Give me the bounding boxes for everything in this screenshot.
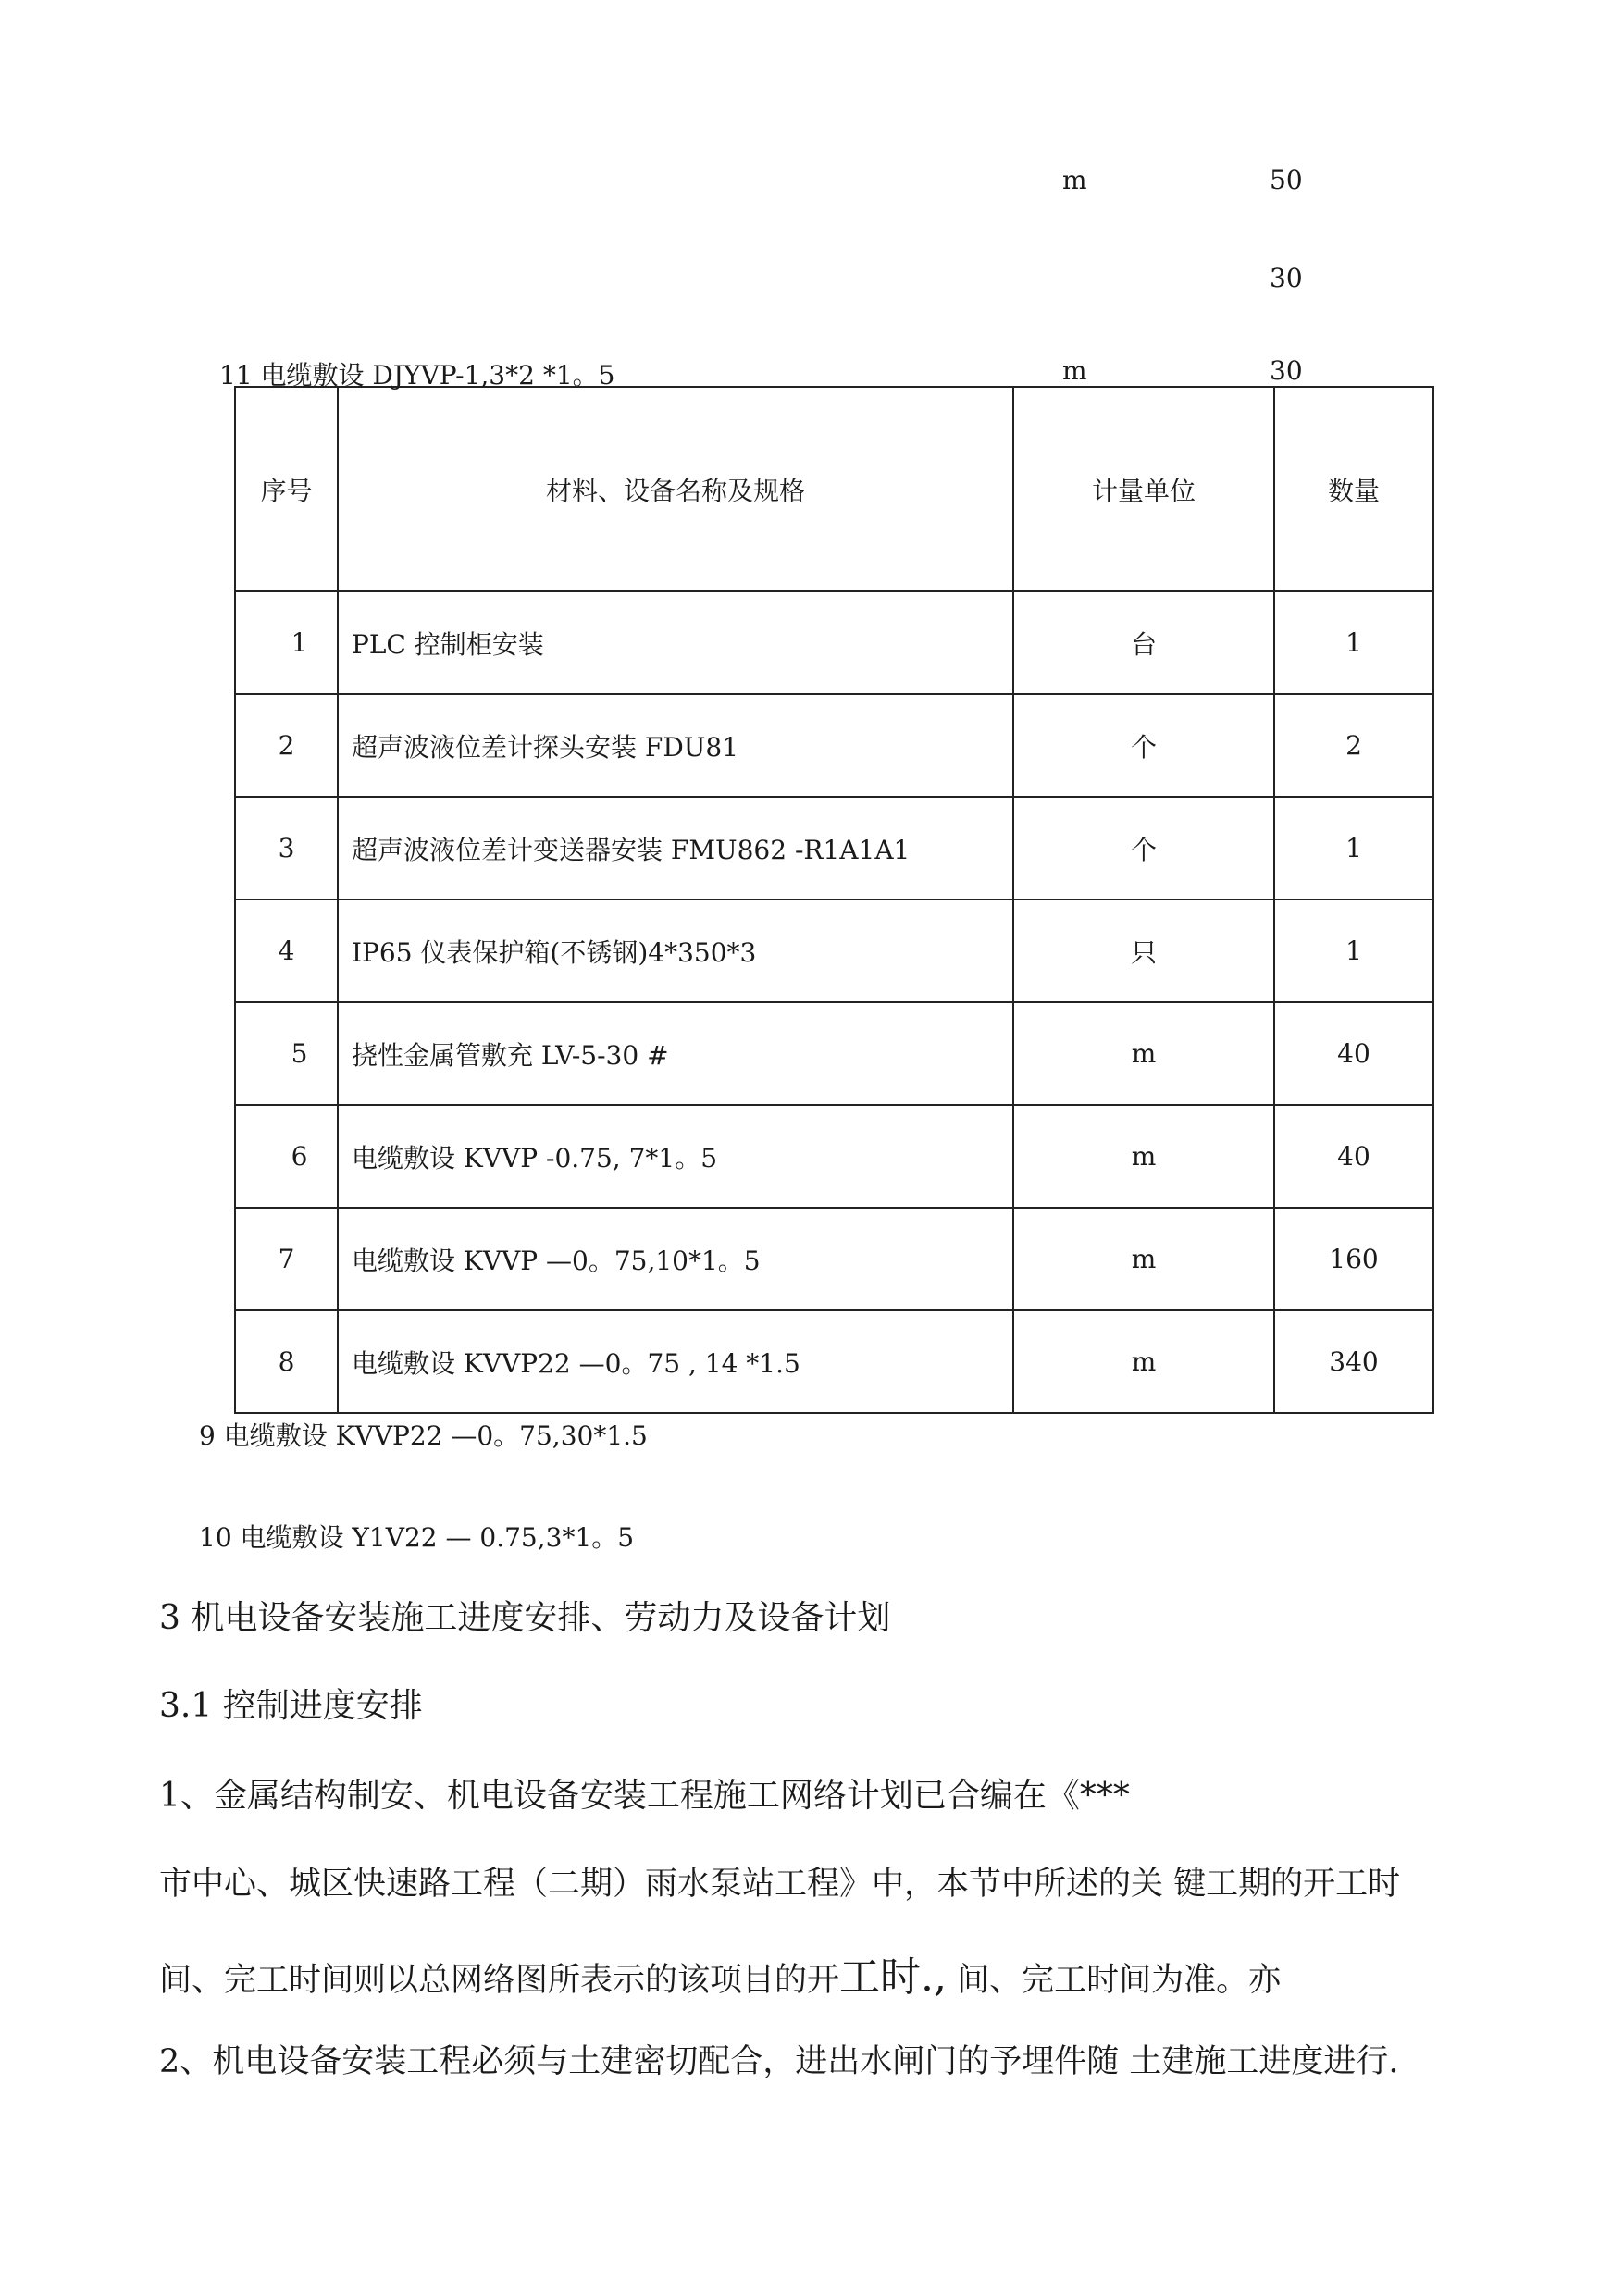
subsection-title: 3.1 控制进度安排 (159, 1687, 423, 1725)
row-name: 电缆敷设 KVVP22 —0。75 , 14 *1.5 (338, 1310, 1013, 1413)
row-no: 8 (235, 1310, 338, 1413)
row-no: 2 (235, 694, 338, 797)
row-no: 1 (235, 591, 338, 694)
row-no: 7 (235, 1208, 338, 1310)
row-name: IP65 仪表保护箱(不锈钢)4*350*3 (338, 899, 1013, 1002)
table-row (235, 1002, 1433, 1105)
row-unit: m (1013, 1310, 1274, 1413)
paragraph-1-line-3-b: 间、完工时间为准。亦 (947, 1962, 1282, 1999)
row-name: 挠性金属管敷充 LV-5-30 # (338, 1002, 1013, 1105)
after-row-10: 10 电缆敷设 Y1V22 — 0.75,3*1。5 (199, 1522, 635, 1553)
top-row-2-qty: 30 (1270, 263, 1303, 293)
row-unit: m (1013, 1002, 1274, 1105)
table-row (235, 1310, 1433, 1413)
row-unit: 台 (1013, 591, 1274, 694)
row-qty: 1 (1274, 591, 1433, 694)
after-row-9: 9 电缆敷设 KVVP22 —0。75,30*1.5 (199, 1420, 648, 1451)
table-row (235, 1208, 1433, 1310)
paragraph-1-line-3-big: 工时., (839, 1954, 947, 2001)
header-qty: 数量 (1274, 387, 1433, 591)
table-row (235, 797, 1433, 899)
row-name: 超声波液位差计变送器安装 FMU862 -R1A1A1 (338, 797, 1013, 899)
paragraph-2: 2、机电设备安装工程必须与土建密切配合，进出水闸门的予埋件随 土建施工进度进行. (159, 2043, 1399, 2080)
table-row (235, 899, 1433, 1002)
row-no: 3 (235, 797, 338, 899)
spec-table (234, 386, 1434, 1414)
row-no: 6 (235, 1105, 338, 1208)
row-qty: 2 (1274, 694, 1433, 797)
top-row-3-qty: 30 (1270, 355, 1303, 386)
header-name: 材料、设备名称及规格 (338, 387, 1013, 591)
row-unit: 个 (1013, 694, 1274, 797)
row-qty: 40 (1274, 1002, 1433, 1105)
top-row-1-unit: m (1062, 165, 1087, 195)
row-qty: 160 (1274, 1208, 1433, 1310)
row-name: 电缆敷设 KVVP -0.75, 7*1。5 (338, 1105, 1013, 1208)
row-qty: 1 (1274, 899, 1433, 1002)
row-name: 电缆敷设 KVVP —0。75,10*1。5 (338, 1208, 1013, 1310)
table-row (235, 694, 1433, 797)
top-row-3-unit: m (1062, 355, 1087, 386)
top-row-1-qty: 50 (1270, 165, 1303, 195)
row-name: PLC 控制柜安装 (338, 591, 1013, 694)
paragraph-1-line-3-a: 间、完工时间则以总网络图所表示的该项目的开 (159, 1962, 840, 1999)
row-unit: m (1013, 1105, 1274, 1208)
row-unit: 个 (1013, 797, 1274, 899)
paragraph-1-line-3 (159, 1943, 1281, 2003)
row-qty: 40 (1274, 1105, 1433, 1208)
row-no: 4 (235, 899, 338, 1002)
row-qty: 1 (1274, 797, 1433, 899)
paragraph-1-line-1: 1、金属结构制安、机电设备安装工程施工网络计划已合编在《*** (159, 1777, 1130, 1815)
paragraph-1-line-2: 市中心、城区快速路工程（二期）雨水泵站工程》中，本节中所述的关 键工期的开工时 (159, 1866, 1401, 1903)
header-unit: 计量单位 (1013, 387, 1274, 591)
table-row (235, 1105, 1433, 1208)
row-name: 超声波液位差计探头安装 FDU81 (338, 694, 1013, 797)
row-unit: 只 (1013, 899, 1274, 1002)
row-qty: 340 (1274, 1310, 1433, 1413)
header-no: 序号 (235, 387, 338, 591)
row-unit: m (1013, 1208, 1274, 1310)
table-row (235, 591, 1433, 694)
section-title: 3 机电设备安装施工进度安排、劳动力及设备计划 (159, 1599, 891, 1637)
top-row-3-label: 11 电缆敷设 DJYVP-1,3*2 *1。5 (219, 360, 615, 391)
table-header-row (235, 387, 1433, 591)
row-no: 5 (235, 1002, 338, 1105)
